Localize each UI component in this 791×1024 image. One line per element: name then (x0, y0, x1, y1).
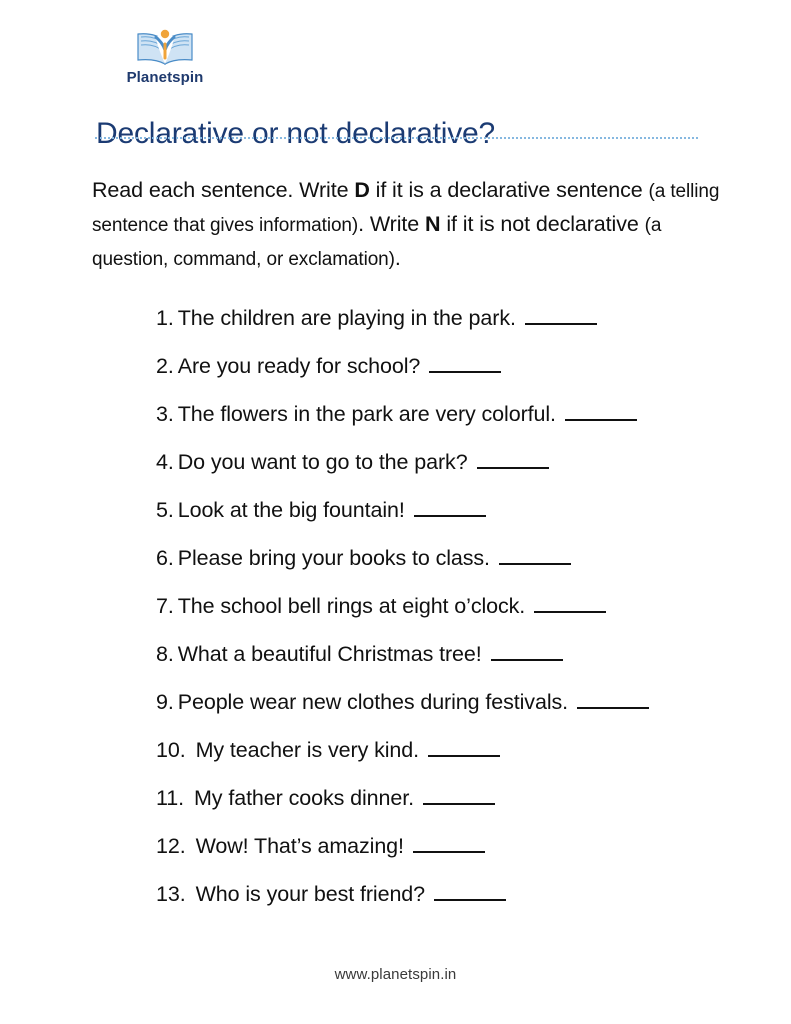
question-number: 1. (156, 305, 174, 330)
question-list (116, 305, 791, 929)
question-item (156, 353, 791, 401)
question-item (156, 737, 791, 785)
question-text: My father cooks dinner. (194, 785, 414, 810)
answer-blank[interactable] (429, 353, 501, 373)
question-text: Who is your best friend? (195, 881, 426, 906)
question-text: The children are playing in the park. (177, 305, 516, 330)
answer-blank[interactable] (428, 737, 500, 757)
instructions-paren2: (a question, command, or exclamation) (92, 214, 662, 270)
question-item (156, 497, 791, 545)
instructions-part5: . (394, 245, 401, 270)
question-item (156, 833, 791, 881)
answer-blank[interactable] (525, 305, 597, 325)
answer-blank[interactable] (434, 881, 506, 901)
instructions-part2: if it is a declarative sentence (369, 177, 649, 202)
question-number: 7. (156, 593, 174, 618)
page-title: Declarative or not declarative? (96, 117, 496, 151)
instructions-part1: Read each sentence. Write (92, 177, 355, 202)
instructions-bold-d: D (354, 177, 370, 202)
question-item (156, 401, 791, 449)
brand-logo (100, 28, 230, 85)
answer-blank[interactable] (423, 785, 495, 805)
question-text: Please bring your books to class. (177, 545, 490, 570)
answer-blank[interactable] (414, 497, 486, 517)
question-text: Are you ready for school? (177, 353, 421, 378)
question-item (156, 449, 791, 497)
answer-blank[interactable] (577, 689, 649, 709)
question-text: What a beautiful Christmas tree! (177, 641, 482, 666)
question-item (156, 545, 791, 593)
question-number: 11. (156, 785, 184, 810)
answer-blank[interactable] (534, 593, 606, 613)
question-number: 4. (156, 449, 174, 474)
question-number: 2. (156, 353, 174, 378)
open-book-with-figure-icon (134, 28, 196, 68)
question-item (156, 641, 791, 689)
question-text: People wear new clothes during festivals. (177, 689, 569, 714)
question-number: 8. (156, 641, 174, 666)
answer-blank[interactable] (491, 641, 563, 661)
question-number: 5. (156, 497, 174, 522)
instructions-text (92, 174, 732, 276)
question-item (156, 785, 791, 833)
question-number: 9. (156, 689, 174, 714)
question-number: 12. (156, 833, 186, 858)
question-item (156, 593, 791, 641)
question-number: 6. (156, 545, 174, 570)
brand-name: Planetspin (126, 69, 204, 86)
question-text: My teacher is very kind. (195, 737, 420, 762)
question-number: 13. (156, 881, 186, 906)
instructions-paren1: (a telling sentence that gives information) (92, 180, 720, 236)
answer-blank[interactable] (499, 545, 571, 565)
question-item (156, 305, 791, 353)
answer-blank[interactable] (477, 449, 549, 469)
question-number: 10. (156, 737, 186, 762)
instructions-bold-n: N (425, 211, 441, 236)
instructions-part4: if it is not declarative (440, 211, 645, 236)
question-text: The flowers in the park are very colorful. (177, 401, 556, 426)
question-item (156, 881, 791, 929)
answer-blank[interactable] (565, 401, 637, 421)
question-text: Do you want to go to the park? (177, 449, 468, 474)
footer-url: www.planetspin.in (334, 966, 457, 983)
question-text: The school bell rings at eight o’clock. (177, 593, 526, 618)
question-text: Wow! That’s amazing! (195, 833, 404, 858)
instructions-part3: . Write (358, 211, 426, 236)
question-text: Look at the big fountain! (177, 497, 405, 522)
answer-blank[interactable] (413, 833, 485, 853)
title-divider (95, 137, 698, 139)
question-item (156, 689, 791, 737)
question-number: 3. (156, 401, 174, 426)
